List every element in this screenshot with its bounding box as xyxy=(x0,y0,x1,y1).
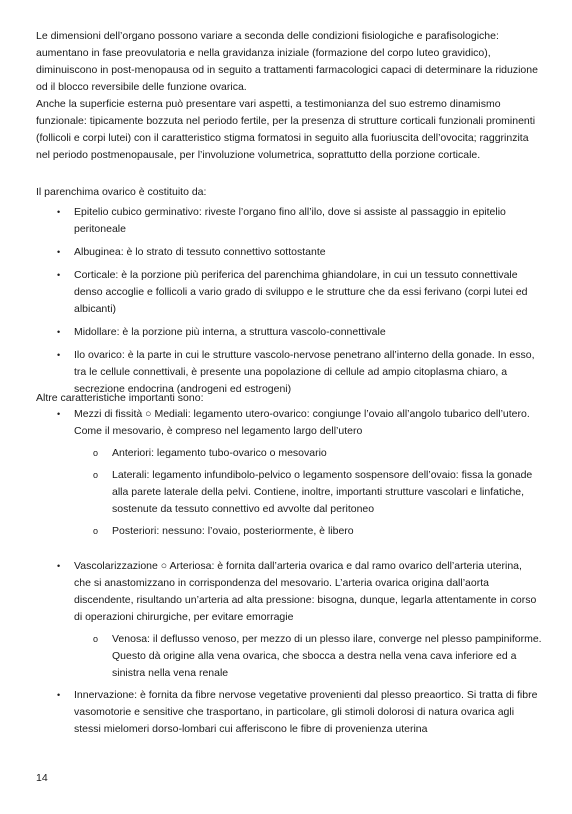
intro-paragraph-2: Anche la superficie esterna può presentare vari aspetti, a testimonianza del suo estremo dinamismo funzionale: tipicamente bozzuta nel periodo fertile, per la presenza di strutture corticali funzionali prominenti (follicoli e corpi lutei) con il caratteristico stigma formatosi in seguito alla fuoriuscita dell’ovocita; raggrinzita nel periodo postmenopausale, per l’involuzione volumetrica, soprattutto della porzione corticale. xyxy=(36,98,536,161)
list-item-text: Innervazione: è fornita da fibre nervose vegetative provenienti dal plesso preaortico. Si tratta di fibre vasomotorie e sensitive che trasportano, in particolare, gli stimoli dolorosi di natura ovarica agli stessi mielomeri dorso-lombari cui afferiscono le fibre di provenienza uterina xyxy=(74,689,538,735)
list-item-text: Epitelio cubico germinativo: riveste l’organo fino all’ilo, dove si assiste al passaggio in epitelio peritoneale xyxy=(74,206,506,235)
sub-list-item xyxy=(0,445,542,462)
parenchima-heading: Il parenchima ovarico è costituito da: xyxy=(36,186,207,198)
intro-section xyxy=(36,28,541,164)
list-item xyxy=(0,558,539,626)
page-number: 14 xyxy=(36,772,48,784)
list-item xyxy=(0,324,539,341)
sub-bullet-marker: o xyxy=(93,634,99,644)
bullet-marker: • xyxy=(57,561,61,571)
sub-bullet-marker: o xyxy=(93,526,99,536)
list-item-text: Laterali: legamento infundibolo-pelvico o legamento sospensore dell’ovaio: fissa la gonade alla parete laterale della pelvi. Contiene, inoltre, importanti strutture vascolari e linfatiche, sostenute da tessuto connettivo ed avvolte dal peritoneo xyxy=(112,469,533,515)
bullet-marker: • xyxy=(57,350,61,360)
sub-bullet-marker: o xyxy=(93,470,99,480)
bullet-marker: • xyxy=(57,207,61,217)
intro-paragraph-1: Le dimensioni dell’organo possono variare a seconda delle condizioni fisiologiche e parafisologiche: aumentano in fase preovulatoria e nella gravidanza iniziale (formazione del corpo luteo gravidico), diminuiscono in post-menopausa od in seguito a trattamenti farmacologici capaci di determinare la riduzione od il blocco reversibile delle funzione ovarica. xyxy=(36,30,538,93)
list-item-text: Anteriori: legamento tubo-ovarico o mesovario xyxy=(112,447,327,459)
list-item xyxy=(0,267,539,318)
sub-list-item xyxy=(0,523,542,540)
list-item xyxy=(0,406,539,440)
list-item-text: Vascolarizzazione ○ Arteriosa: è fornita dall’arteria ovarica e dal ramo ovarico dell’arteria uterina, che si anastomizzano in corrispondenza del mesovario. L’arteria ovarica origina dall’aorta discendente, risultando un’arteria ad alta pressione: bisogna, dunque, legarla attentamente in corso di operazioni chirurgiche, per evitare emorragie xyxy=(74,560,537,623)
fissita-list xyxy=(0,406,572,540)
vascolarizzazione-list xyxy=(0,558,572,738)
parenchima-list xyxy=(0,204,572,398)
list-item-text: Albuginea: è lo strato di tessuto connettivo sottostante xyxy=(74,246,326,258)
list-item-text: Posteriori: nessuno: l’ovaio, posteriormente, è libero xyxy=(112,525,354,537)
sub-list-item xyxy=(0,467,542,518)
sub-bullet-marker: o xyxy=(93,448,99,458)
bullet-marker: • xyxy=(57,327,61,337)
list-item-text: Corticale: è la porzione più periferica del parenchima ghiandolare, in cui un tessuto connettivale denso accoglie e follicoli a vario grado di sviluppo e le strutture che da essi ferivano (corpi lutei ed albicanti) xyxy=(74,269,528,315)
altre-heading: Altre caratteristiche importanti sono: xyxy=(36,392,204,404)
bullet-marker: • xyxy=(57,409,61,419)
bullet-marker: • xyxy=(57,690,61,700)
bullet-marker: • xyxy=(57,270,61,280)
sub-list-item xyxy=(0,631,542,682)
list-item xyxy=(0,687,539,738)
list-item-text: Midollare: è la porzione più interna, a struttura vascolo-connettivale xyxy=(74,326,386,338)
list-item-text: Ilo ovarico: è la parte in cui le strutture vascolo-nervose penetrano all’interno della gonade. In esso, tra le cellule connettivali, è presente una popolazione di cellule ad ampio citoplasma chiaro, a secrezione endocrina (androgeni ed estrogeni) xyxy=(74,349,535,395)
list-item xyxy=(0,244,539,261)
bullet-marker: • xyxy=(57,247,61,257)
list-item-text: Venosa: il deflusso venoso, per mezzo di un plesso ilare, converge nel plesso pampiniforme. Questo dà origine alla vena ovarica, che sbocca a destra nella vena cava inferiore ed a sinistra nella vena renale xyxy=(112,633,542,679)
list-item xyxy=(0,204,539,238)
list-item-text: Mezzi di fissità ○ Mediali: legamento utero-ovarico: congiunge l’ovaio all’angolo tubarico dell’utero. Come il mesovario, è compreso nel legamento largo dell’utero xyxy=(74,408,530,437)
